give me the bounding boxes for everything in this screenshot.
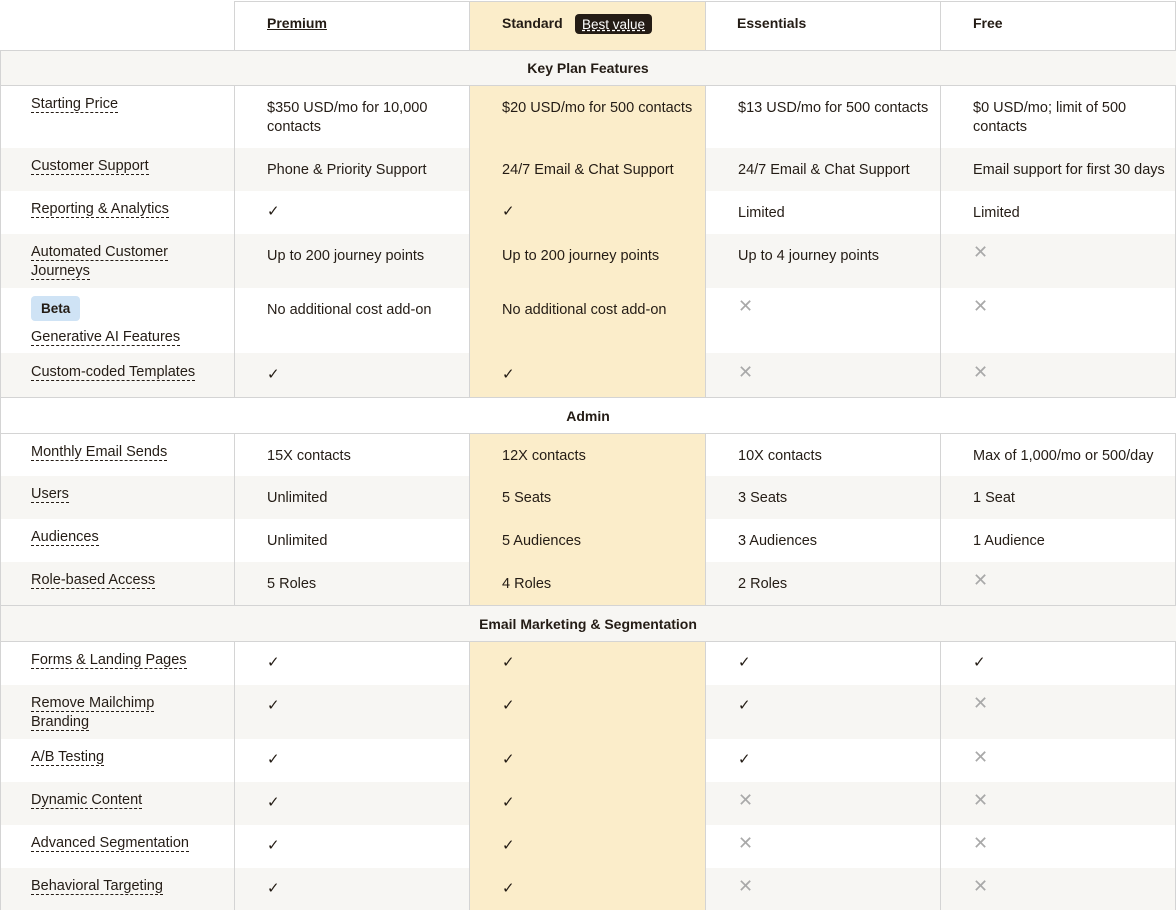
cell-standard: 4 Roles (502, 576, 552, 592)
check-icon: ✓ (267, 794, 280, 811)
check-icon: ✓ (267, 697, 280, 714)
row-label-reporting-analytics[interactable] (0, 200, 200, 219)
section-email-marketing (0, 605, 1176, 642)
check-icon: ✓ (738, 697, 751, 714)
plan-header-essentials[interactable]: Essentials (737, 15, 807, 31)
label-text: Reporting & Analytics (31, 201, 169, 217)
cross-icon: ✕ (973, 296, 989, 316)
cell-essentials: 3 Seats (738, 490, 788, 506)
label-text: Behavioral Targeting (31, 878, 163, 894)
cross-icon: ✕ (973, 362, 989, 382)
cell-premium: No additional cost add-on (267, 302, 432, 318)
cell-standard: 12X contacts (502, 448, 586, 464)
cross-icon: ✕ (973, 833, 989, 853)
check-icon: ✓ (502, 203, 515, 220)
cell-free: $0 USD/mo; limit of 500 contacts (973, 100, 1127, 135)
cell-free: 1 Audience (973, 533, 1045, 549)
row-label-advanced-segmentation[interactable] (0, 834, 200, 853)
cell-premium: Unlimited (267, 490, 328, 506)
cell-standard: No additional cost add-on (502, 302, 667, 318)
cross-icon: ✕ (738, 876, 754, 896)
cross-icon: ✕ (738, 296, 754, 316)
label-text: Monthly Email Sends (31, 444, 168, 460)
cell-free: Limited (973, 205, 1020, 221)
check-icon: ✓ (502, 837, 515, 854)
cell-premium: 5 Roles (267, 576, 317, 592)
section-admin (0, 397, 1176, 434)
label-text: Custom-coded Templates (31, 364, 196, 380)
cross-icon: ✕ (738, 833, 754, 853)
check-icon: ✓ (267, 654, 280, 671)
check-icon: ✓ (267, 837, 280, 854)
cell-essentials: 10X contacts (738, 448, 822, 464)
cell-premium: Unlimited (267, 533, 328, 549)
cell-free: 1 Seat (973, 490, 1015, 506)
label-text: Remove Mailchimp Branding (31, 695, 155, 730)
cell-standard: 24/7 Email & Chat Support (502, 162, 674, 178)
label-text: A/B Testing (31, 749, 105, 765)
cell-standard: $20 USD/mo for 500 contacts (502, 100, 693, 116)
cell-essentials: $13 USD/mo for 500 contacts (738, 100, 929, 116)
check-icon: ✓ (502, 654, 515, 671)
check-icon: ✓ (267, 366, 280, 383)
row-label-generative-ai-text[interactable] (0, 328, 200, 347)
check-icon: ✓ (267, 880, 280, 897)
cross-icon: ✕ (973, 693, 989, 713)
section-title: Email Marketing & Segmentation (479, 615, 697, 632)
row-label-ab-testing[interactable] (0, 748, 200, 767)
check-icon: ✓ (502, 751, 515, 768)
cell-essentials: Limited (738, 205, 785, 221)
label-text: Users (31, 486, 69, 502)
cell-premium: $350 USD/mo for 10,000 contacts (267, 100, 428, 135)
label-text: Generative AI Features (31, 329, 181, 345)
check-icon: ✓ (267, 203, 280, 220)
label-text: Advanced Segmentation (31, 835, 189, 851)
check-icon: ✓ (973, 654, 986, 671)
cell-essentials: Up to 4 journey points (738, 248, 880, 264)
cross-icon: ✕ (973, 747, 989, 767)
check-icon: ✓ (502, 794, 515, 811)
check-icon: ✓ (738, 751, 751, 768)
cross-icon: ✕ (738, 790, 754, 810)
check-icon: ✓ (738, 654, 751, 671)
label-text: Starting Price (31, 96, 119, 112)
label-text: Audiences (31, 529, 99, 545)
plan-header-premium[interactable]: Premium (267, 15, 327, 31)
cell-premium: Up to 200 journey points (267, 248, 425, 264)
row-label-audiences[interactable] (0, 528, 200, 547)
cross-icon: ✕ (973, 876, 989, 896)
cell-essentials: 24/7 Email & Chat Support (738, 162, 910, 178)
cross-icon: ✕ (973, 790, 989, 810)
plan-header-free[interactable]: Free (973, 15, 1003, 31)
label-text: Dynamic Content (31, 792, 143, 808)
cell-standard: 5 Seats (502, 490, 552, 506)
cell-free: Max of 1,000/mo or 500/day (973, 448, 1154, 464)
row-label-behavioral-targeting[interactable] (0, 877, 200, 896)
row-label-generative-ai[interactable] (0, 296, 200, 321)
check-icon: ✓ (502, 697, 515, 714)
cell-premium: 15X contacts (267, 448, 351, 464)
best-value-badge[interactable]: Best value (575, 14, 652, 34)
cell-standard: 5 Audiences (502, 533, 582, 549)
row-label-users[interactable] (0, 485, 200, 504)
row-label-starting-price[interactable] (0, 95, 200, 114)
cell-free: Email support for first 30 days (973, 162, 1165, 178)
row-label-custom-templates[interactable] (0, 363, 200, 382)
plan-header-standard[interactable]: Standard (502, 15, 563, 31)
section-key-plan-features (0, 50, 1176, 86)
label-text: Customer Support (31, 158, 149, 174)
row-label-automated-journeys[interactable] (0, 243, 200, 281)
cell-essentials: 2 Roles (738, 576, 788, 592)
cross-icon: ✕ (738, 362, 754, 382)
section-title: Admin (566, 407, 610, 424)
row-label-monthly-sends[interactable] (0, 443, 200, 462)
beta-badge: Beta (31, 296, 80, 321)
cell-standard: Up to 200 journey points (502, 248, 660, 264)
row-label-role-based-access[interactable] (0, 571, 200, 590)
cell-essentials: 3 Audiences (738, 533, 818, 549)
row-label-remove-branding[interactable] (0, 694, 180, 732)
cell-premium: Phone & Priority Support (267, 162, 427, 178)
check-icon: ✓ (267, 751, 280, 768)
row-label-customer-support[interactable] (0, 157, 200, 176)
row-label-dynamic-content[interactable] (0, 791, 200, 810)
label-text: Automated Customer Journeys (31, 244, 169, 279)
label-text: Role-based Access (31, 572, 156, 588)
check-icon: ✓ (502, 880, 515, 897)
row-label-forms-landing-pages[interactable] (0, 651, 200, 670)
cross-icon: ✕ (973, 242, 989, 262)
cross-icon: ✕ (973, 570, 989, 590)
check-icon: ✓ (502, 366, 515, 383)
label-text: Forms & Landing Pages (31, 652, 187, 668)
section-title: Key Plan Features (527, 60, 649, 76)
